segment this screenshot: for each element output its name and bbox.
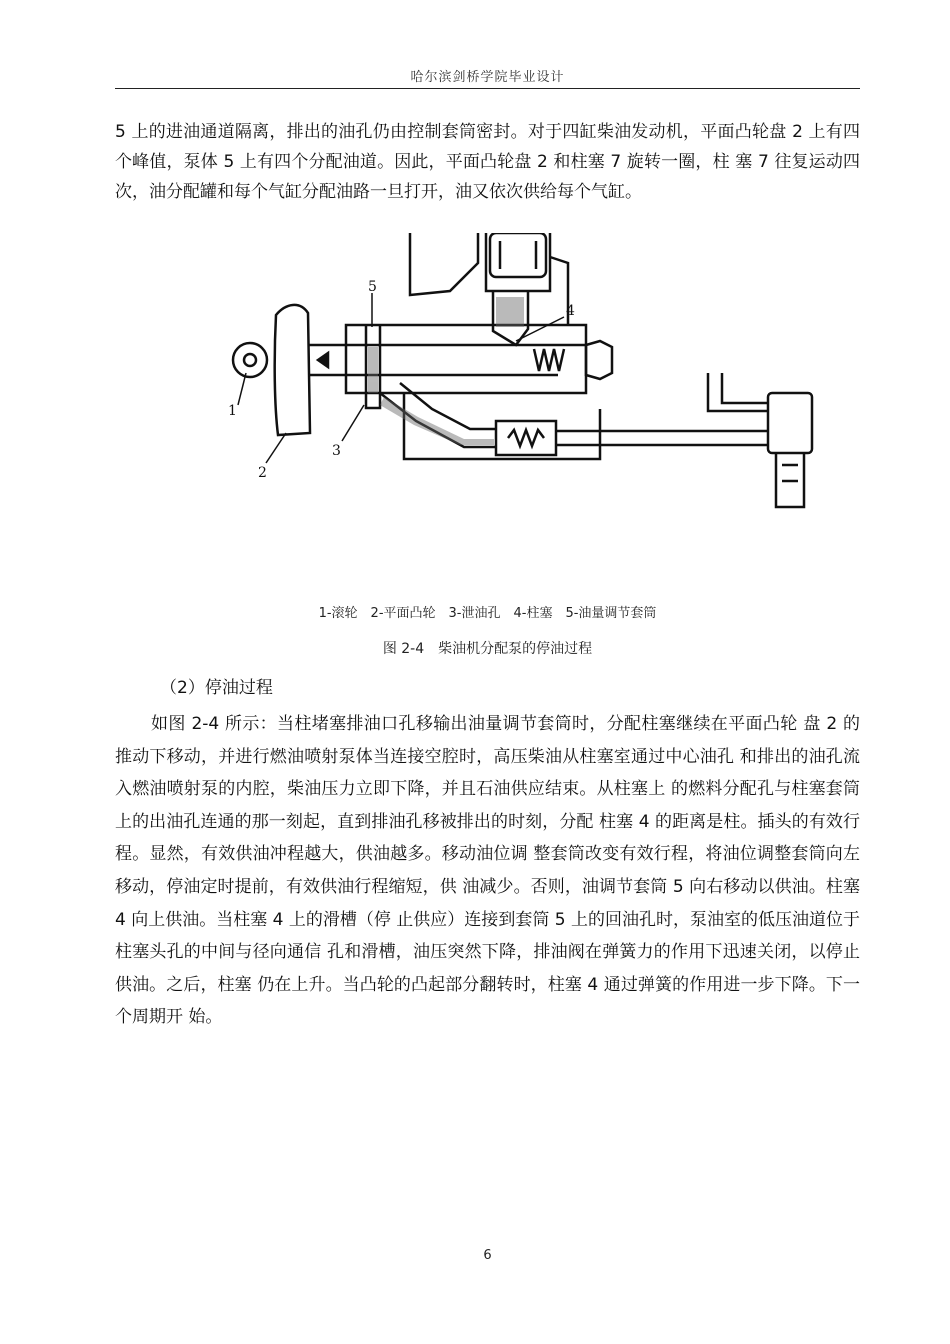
label-5: 5 (368, 279, 377, 295)
body-paragraph: 5 上的进油通道隔离，排出的油孔仍由控制套筒密封。对于四缸柴油发动机，平面凸轮盘 2 上有四个峰值，泵体 5 上有四个分配油道。因此，平面凸轮盘 2 和柱塞 7 旋转一圈，柱 塞 7 往复运动四次，油分配罐和每个气缸分配油路一旦打开，油又依次供给每个气缸。 (115, 122, 860, 202)
section-subheading: （2）停油过程 (160, 678, 273, 698)
header-rule (115, 88, 860, 89)
figure-legend: 1-滚轮 2-平面凸轮 3-泄油孔 4-柱塞 5-油量调节套筒 (318, 606, 657, 621)
label-2: 2 (258, 465, 267, 481)
figure-caption: 图 2-4 柴油机分配泵的停油过程 (382, 641, 593, 657)
solenoid (410, 233, 478, 295)
delivery-line (556, 431, 768, 445)
cam-disc (275, 305, 310, 435)
page-header: 哈尔滨剑桥学院毕业设计 (410, 70, 565, 85)
roller (233, 343, 267, 377)
page-number: 6 (483, 1248, 492, 1263)
body-paragraph: 如图 2-4 所示：当柱堵塞排油口孔移输出油量调节套筒时，分配柱塞继续在平面凸轮 盘 2 的推动下移动，并进行燃油喷射泵体当连接空腔时，高压柴油从柱塞室通过中心油孔 和排出的油孔流入燃油喷射泵的内腔，柴油压力立即下降，并且石油供应结束。从柱塞上 的燃料分配孔与柱塞套筒上的出油孔连通的那一刻起，直到排油孔移被排出的时刻，分配 柱塞 4 的距离是柱。插头的有效行程。显然，有效供油冲程越大，供油越多。移动油位调 整套筒改变有效行程，将油位调整套筒向左移动，停油定时提前，有效供油行程缩短，供 油减少。否则，油调节套筒 5 向右移动以供油。柱塞 4 向上供油。当柱塞 4 上的滑槽（停 止供应）连接到套筒 5 上的回油孔时，泵油室的低压油道位于柱塞头孔的中间与径向通信 孔和滑槽，油压突然下降，排油阀在弹簧力的作用下迅速关闭，以停止供油。之后，柱塞 仍在上升。当凸轮的凸起部分翻转时，柱塞 4 通过弹簧的作用进一步下降。下一个周期开 始。 (115, 714, 860, 1028)
spring (534, 349, 564, 371)
injector (768, 393, 812, 453)
delivery-valve (496, 421, 556, 455)
label-1: 1 (228, 403, 237, 419)
label-4: 4 (566, 303, 575, 319)
label-3: 3 (332, 443, 341, 459)
pump-body (346, 325, 586, 393)
pump-diagram (228, 233, 824, 515)
